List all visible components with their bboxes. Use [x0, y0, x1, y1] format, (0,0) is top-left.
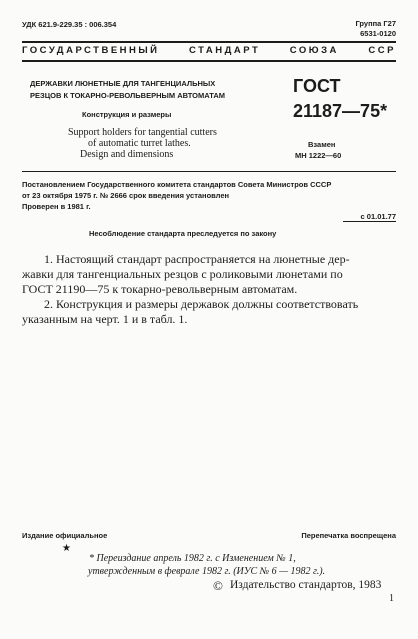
- top-rule: [22, 41, 396, 43]
- banner-rule: [22, 60, 396, 62]
- decree-line-1: Постановлением Государственного комитета стандартов Совета Министров СССР: [22, 180, 332, 189]
- paragraph-2-line-2: указанным на черт. 1 и в табл. 1.: [22, 312, 188, 326]
- decree-line-2: от 23 октября 1975 г. № 2666 срок введения установлен: [22, 191, 230, 200]
- reprint-prohibited: Перепечатка воспрещена: [301, 531, 396, 540]
- copyright-publisher: Издательство стандартов, 1983: [230, 579, 382, 591]
- russian-title-line-2: РЕЗЦОВ К ТОКАРНО-РЕВОЛЬВЕРНЫМ АВТОМАТАМ: [30, 91, 226, 100]
- star-icon: ★: [62, 543, 71, 554]
- state-standard-banner: ГОСУДАРСТВЕННЫЙ СТАНДАРТ СОЮЗА ССР: [22, 45, 396, 56]
- okp-code: 6531-0120: [360, 29, 396, 38]
- english-title-line-2: of automatic turret lathes.: [88, 138, 191, 149]
- russian-subtitle: Конструкция и размеры: [82, 110, 172, 119]
- replaces-value: МН 1222—60: [295, 151, 342, 160]
- paragraph-1-line-3: ГОСТ 21190—75 к токарно-револьверным автоматам.: [22, 282, 298, 296]
- effective-date: с 01.01.77: [360, 212, 396, 221]
- russian-title-line-1: ДЕРЖАВКИ ЛЮНЕТНЫЕ ДЛЯ ТАНГЕНЦИАЛЬНЫХ: [30, 79, 216, 88]
- replaces-label: Взамен: [308, 140, 336, 149]
- english-title-line-1: Support holders for tangential cutters: [68, 127, 217, 138]
- group-code: Группа Г27: [355, 19, 396, 28]
- paragraph-2-line-1: 2. Конструкция и размеры державок должны соответствовать: [44, 297, 359, 311]
- udk-code: УДК 621.9-229.35 : 006.354: [22, 20, 117, 29]
- checked-year: Проверен в 1981 г.: [22, 202, 91, 211]
- legal-warning: Несоблюдение стандарта преследуется по закону: [89, 229, 277, 238]
- english-title-line-3: Design and dimensions: [80, 149, 174, 160]
- reissue-note-line-2: утвержденным в феврале 1982 г. (ИУС № 6 — 1982 г.).: [88, 566, 326, 577]
- gost-number: 21187—75*: [293, 101, 388, 121]
- reissue-note-line-1: * Переиздание апрель 1982 г. с Изменением № 1,: [89, 553, 296, 564]
- copyright-icon: ©: [213, 578, 223, 593]
- page-number: 1: [389, 593, 394, 604]
- paragraph-1-line-2: жавки для тангенциальных резцов с роликовыми люнетами по: [22, 267, 343, 281]
- effective-date-underline: [343, 221, 396, 222]
- title-rule: [22, 171, 396, 172]
- gost-label: ГОСТ: [293, 76, 341, 96]
- paragraph-1-line-1: 1. Настоящий стандарт распространяется на люнетные дер-: [44, 252, 350, 266]
- official-edition: Издание официальное: [22, 531, 108, 540]
